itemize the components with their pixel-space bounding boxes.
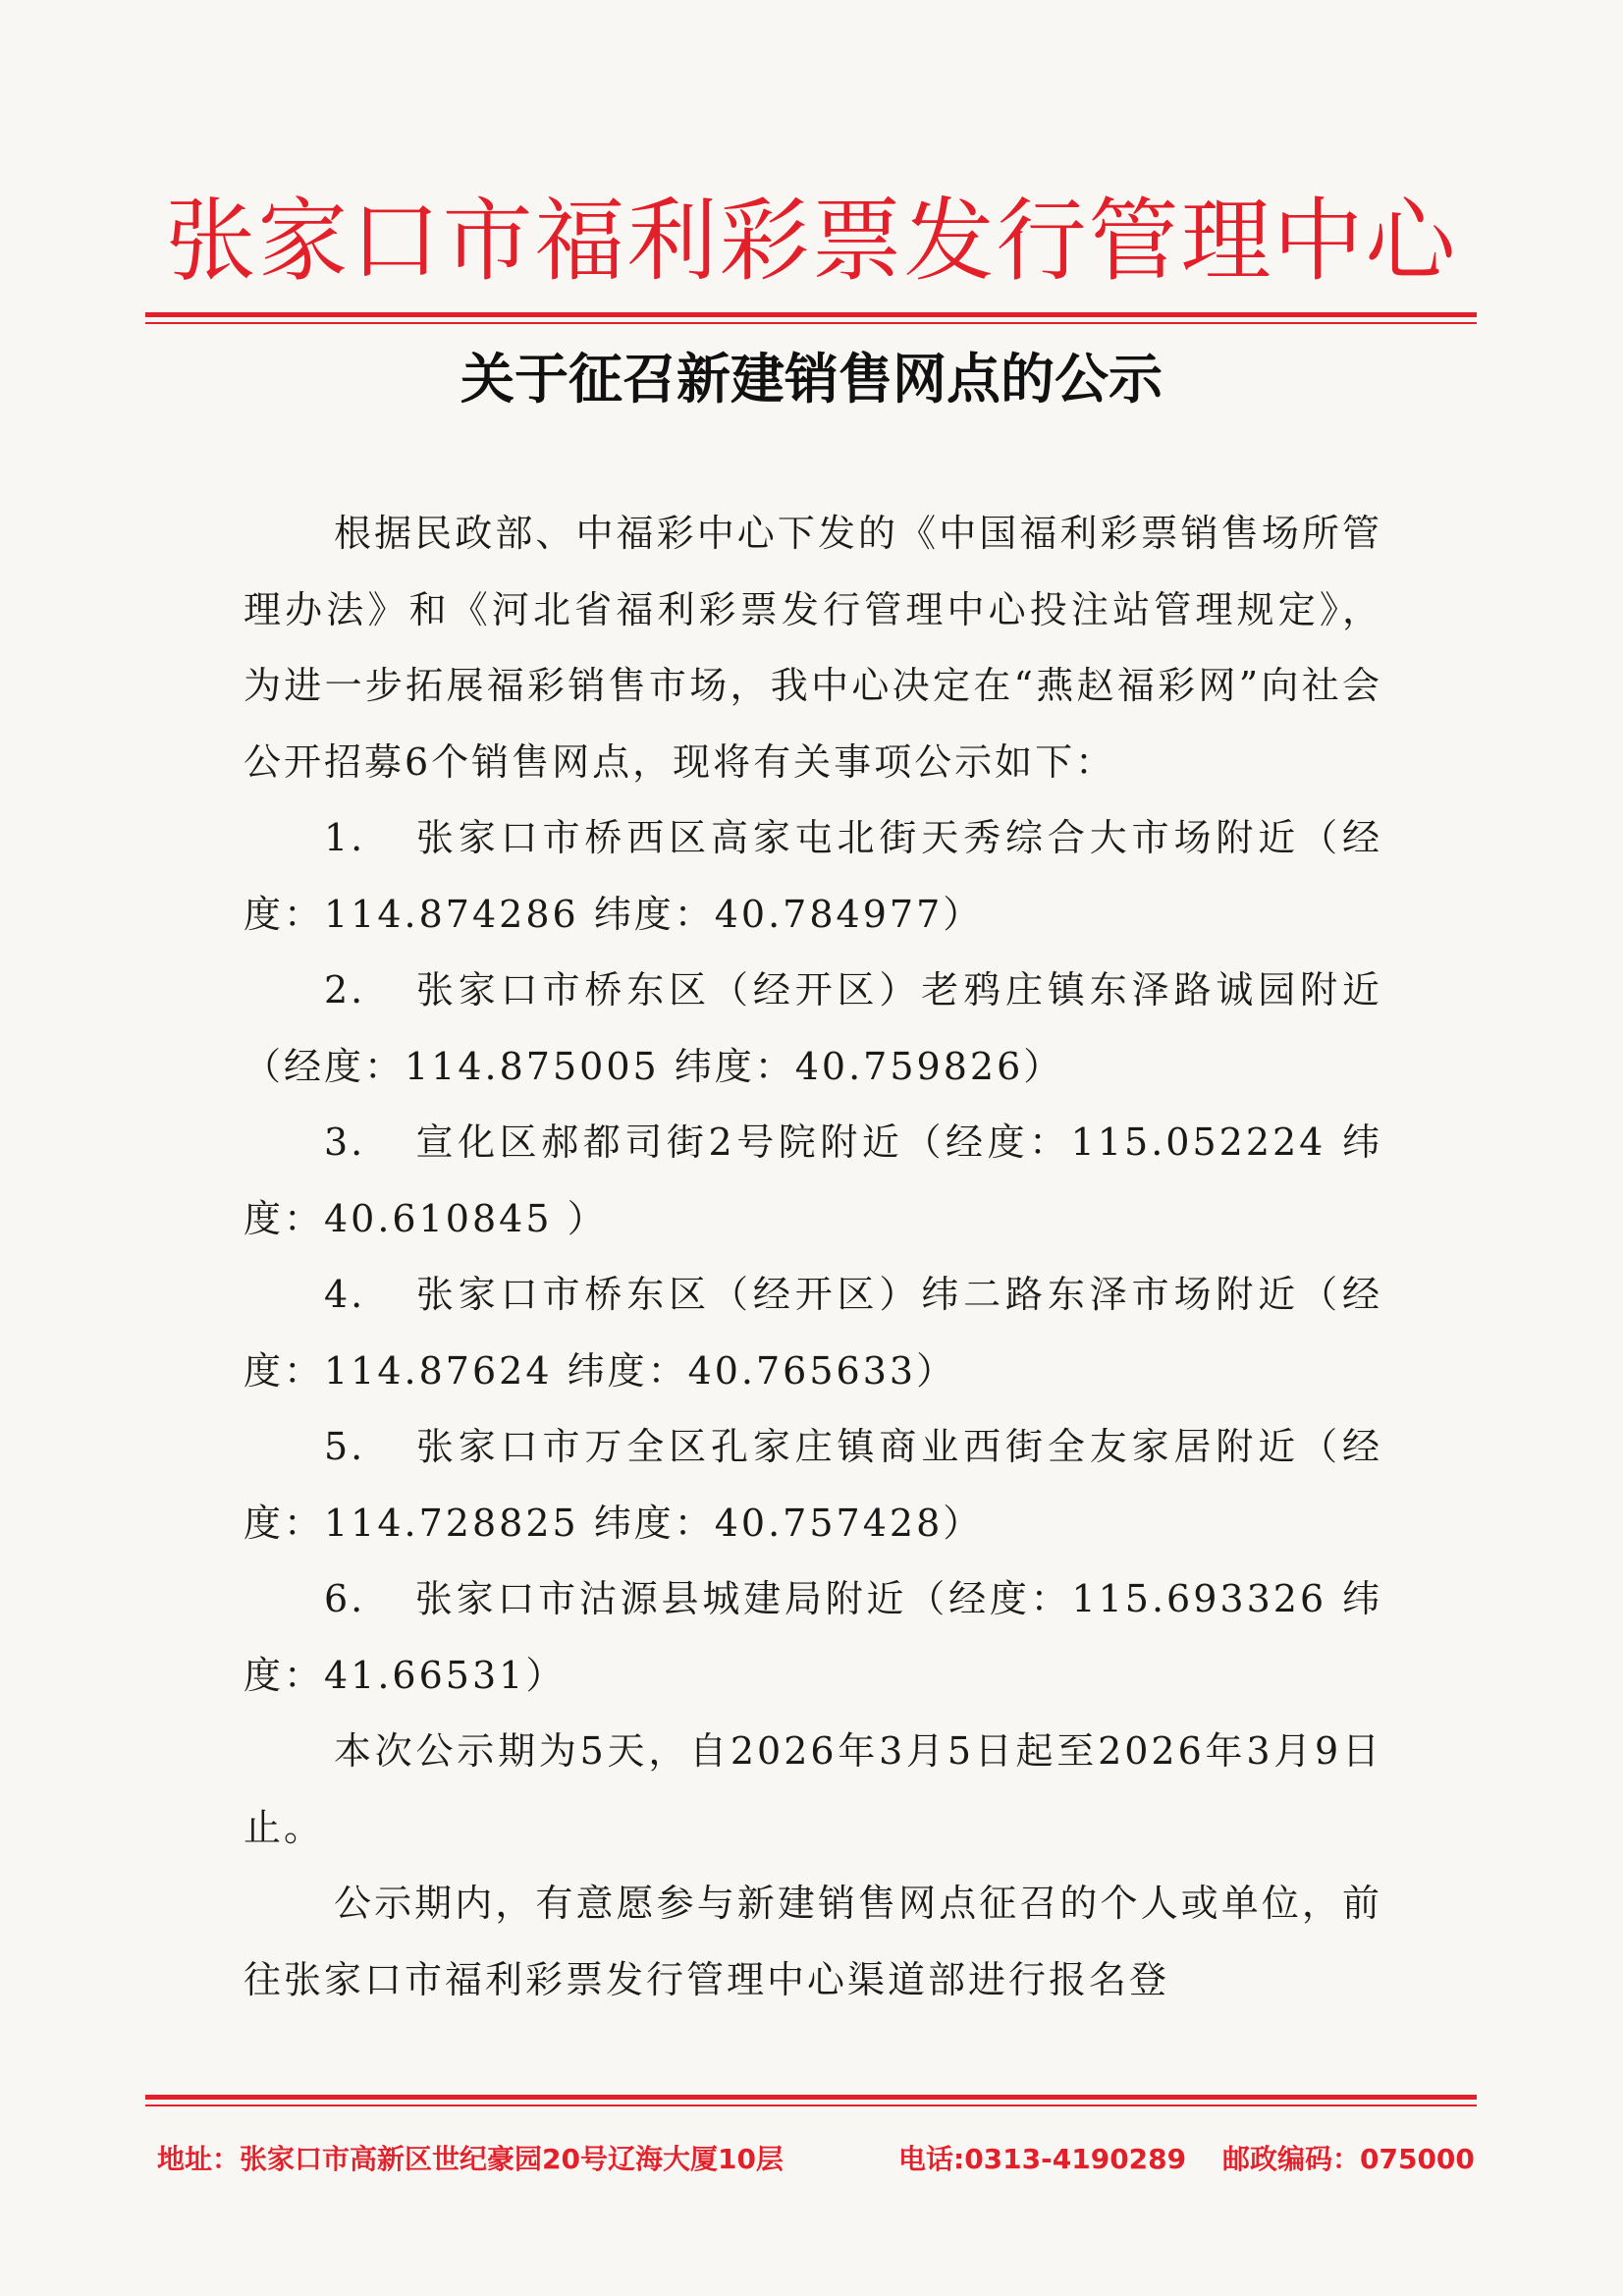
footer-postcode: 邮政编码：075000 [1222, 2143, 1475, 2175]
list-item-text: 宣化区郝都司街2号院附近（经度：115.052224 纬度：40.610845 ） [243, 1121, 1382, 1240]
header-rule-thin [145, 322, 1477, 324]
intro-paragraph: 根据民政部、中福彩中心下发的《中国福利彩票销售场所管理办法》和《河北省福利彩票发行管理中心投注站管理规定》，为进一步拓展福彩销售市场，我中心决定在“燕赵福彩网”向社会公开招募6个销售网点，现将有关事项公示如下： [243, 512, 1382, 784]
period-paragraph: 本次公示期为5天，自2026年3月5日起至2026年3月9日止。 [243, 1729, 1382, 1849]
list-item [243, 953, 1382, 1105]
list-item-number: 5. [324, 1425, 366, 1468]
list-item-number: 6. [324, 1577, 366, 1620]
closing-paragraph: 公示期内，有意愿参与新建销售网点征召的个人或单位，前往张家口市福利彩票发行管理中心渠道部进行报名登 [243, 1882, 1382, 2001]
list-item-number: 4. [324, 1273, 366, 1316]
list-item-text: 张家口市桥西区高家屯北街天秀综合大市场附近（经度：114.874286 纬度：40.784977） [243, 816, 1382, 936]
list-item-text: 张家口市桥东区（经开区）老鸦庄镇东泽路诚园附近（经度：114.875005 纬度：40.759826） [243, 968, 1382, 1088]
list-item-text: 张家口市沽源县城建局附近（经度：115.693326 纬度：41.66531） [243, 1577, 1382, 1697]
document-body [243, 496, 1382, 2018]
footer-rule-thick [145, 2095, 1477, 2100]
footer-address: 地址：张家口市高新区世纪豪园20号辽海大厦10层 [157, 2143, 784, 2175]
footer-phone: 电话:0313-4190289 [898, 2143, 1187, 2175]
list-item-number: 3. [324, 1121, 366, 1164]
list-item-text: 张家口市桥东区（经开区）纬二路东泽市场附近（经度：114.87624 纬度：40.765633） [243, 1273, 1382, 1393]
header-rule-thick [145, 312, 1477, 317]
list-item [243, 1257, 1382, 1409]
list-item-number: 2. [324, 968, 366, 1011]
organization-header: 张家口市福利彩票发行管理中心 [165, 189, 1458, 294]
list-item [243, 800, 1382, 953]
list-item [243, 1105, 1382, 1257]
list-item [243, 1561, 1382, 1714]
footer-rule-thin [145, 2105, 1477, 2106]
list-item-number: 1. [324, 816, 366, 859]
list-item [243, 1409, 1382, 1561]
list-item-text: 张家口市万全区孔家庄镇商业西街全友家居附近（经度：114.728825 纬度：40.757428） [243, 1425, 1382, 1545]
document-title: 关于征召新建销售网点的公示 [460, 348, 1163, 410]
